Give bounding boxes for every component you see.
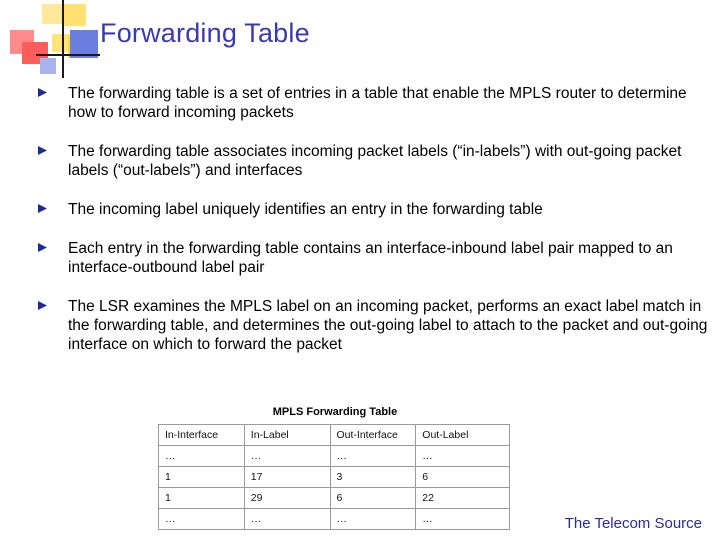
table-header-row — [159, 425, 510, 446]
bullet-text: The incoming label uniquely identifies an entry in the forwarding table — [68, 201, 543, 218]
bullet-arrow-icon — [38, 204, 47, 213]
table-cell: 3 — [330, 467, 416, 488]
table-cell: … — [159, 446, 245, 467]
column-header: In-Label — [244, 425, 330, 446]
footer-source: The Telecom Source — [564, 515, 702, 532]
logo-horizontal-line — [36, 54, 100, 56]
bullet-text: The forwarding table associates incoming packet labels (“in-labels”) with out-going packet labels (“out-labels”) and interfaces — [68, 143, 682, 179]
column-header: Out-Label — [416, 425, 510, 446]
bullet-arrow-icon — [38, 243, 47, 252]
table-cell: … — [244, 509, 330, 530]
table-cell: … — [159, 509, 245, 530]
table-cell: 1 — [159, 488, 245, 509]
table-cell: … — [416, 446, 510, 467]
table-row — [159, 446, 510, 467]
bullet-text: Each entry in the forwarding table contains an interface-inbound label pair mapped to an interface-outbound label pair — [68, 240, 673, 276]
table-cell: 6 — [416, 467, 510, 488]
logo-square — [40, 58, 56, 74]
table-cell: 17 — [244, 467, 330, 488]
table-cell: … — [416, 509, 510, 530]
table-cell: 1 — [159, 467, 245, 488]
bullet-arrow-icon — [38, 146, 47, 155]
logo-square — [42, 4, 62, 24]
table-cell: … — [330, 509, 416, 530]
slide-title: Forwarding Table — [100, 18, 310, 48]
table-row — [159, 467, 510, 488]
bullet-arrow-icon — [38, 301, 47, 310]
table-cell: 6 — [330, 488, 416, 509]
bullet-arrow-icon — [38, 88, 47, 97]
bullet-item — [0, 297, 728, 354]
bullet-text: The forwarding table is a set of entries in a table that enable the MPLS router to determine how to forward incoming packets — [68, 85, 687, 121]
table-row — [159, 488, 510, 509]
bullet-item — [0, 142, 728, 180]
table-row — [159, 509, 510, 530]
column-header: In-Interface — [159, 425, 245, 446]
column-header: Out-Interface — [330, 425, 416, 446]
bullet-item — [0, 239, 728, 277]
table-title: MPLS Forwarding Table — [272, 406, 398, 418]
bullet-list — [0, 84, 728, 354]
logo-vertical-line — [62, 0, 64, 78]
forwarding-table — [158, 424, 510, 530]
bullet-text: The LSR examines the MPLS label on an incoming packet, performs an exact label match in the forwarding table, and determines the out-going label to attach to the packet and out-going interface on which to forward the packet — [68, 298, 708, 353]
table-cell: … — [244, 446, 330, 467]
bullet-item — [0, 200, 728, 219]
slide-logo-graphic — [0, 0, 100, 80]
table-cell: … — [330, 446, 416, 467]
table-cell: 22 — [416, 488, 510, 509]
logo-square — [64, 4, 86, 26]
table-cell: 29 — [244, 488, 330, 509]
bullet-item — [0, 84, 728, 122]
